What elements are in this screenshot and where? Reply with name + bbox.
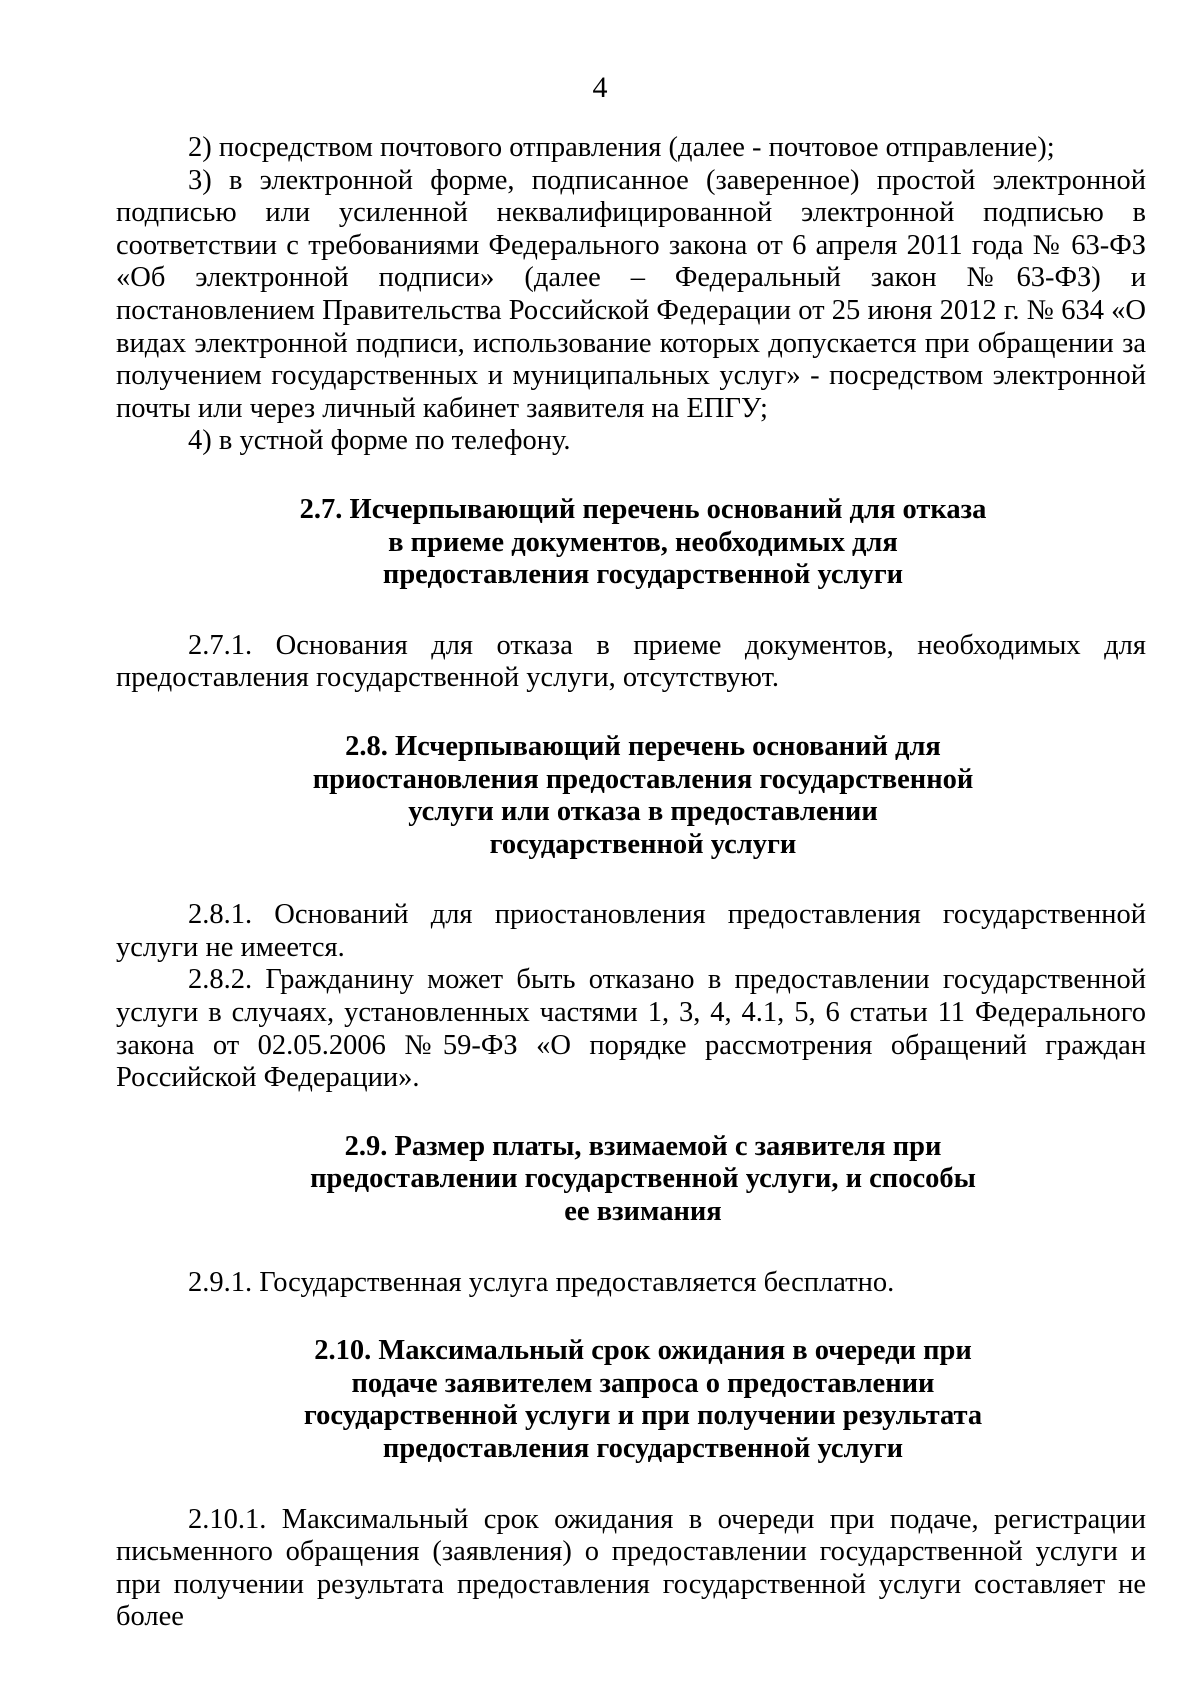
- heading-line: приостановления предоставления государственной: [312, 763, 974, 795]
- section-heading-2-8: [116, 731, 1146, 861]
- heading-line: государственной услуги и при получении результата: [303, 1400, 983, 1432]
- paragraph-2-8-1: 2.8.1. Оснований для приостановления предоставления государственной услуги не имеется.: [116, 899, 1146, 963]
- document-body: [116, 132, 1146, 1634]
- heading-line: подаче заявителем запроса о предоставлении: [351, 1367, 935, 1399]
- paragraph-2-7-1: 2.7.1. Основания для отказа в приеме документов, необходимых для предоставления государственной услуги, отсутствуют.: [116, 629, 1146, 694]
- section-heading-2-9: [116, 1131, 1146, 1229]
- page-number: 4: [592, 71, 608, 104]
- paragraph-2-9-1: 2.9.1. Государственная услуга предоставляется бесплатно.: [188, 1266, 895, 1298]
- heading-line: 2.7. Исчерпывающий перечень оснований для отказа: [299, 493, 987, 525]
- list-item-3: 3) в электронной форме, подписанное (заверенное) простой электронной подписью или усиленной неквалифицированной электронной подписью в соответствии с требованиями Федерального закона от 6 апреля 2011 года № 63-ФЗ «Об электронной подписи» (далее – Федеральный закон №63-ФЗ) и постановлением Правительства Российской Федерации от 25 июня 2012 г. № 634 «О видах электронной подписи, использование которых допускается при обращении за получением государственных и муниципальных услуг» - посредством электронной почты или через личный кабинет заявителя на ЕПГУ;: [116, 164, 1146, 424]
- heading-line: 2.9. Размер платы, взимаемой с заявителя при: [344, 1130, 942, 1162]
- heading-line: ее взимания: [564, 1196, 722, 1228]
- heading-line: предоставлении государственной услуги, и способы: [310, 1163, 976, 1195]
- heading-line: 2.8. Исчерпывающий перечень оснований для: [345, 730, 941, 762]
- heading-line: предоставления государственной услуги: [382, 1433, 904, 1464]
- paragraph-2-8-2: 2.8.2. Гражданину может быть отказано в предоставлении государственной услуги в случаях, установленных частями 1, 3, 4, 4.1, 5, 6 статьи 11 Федерального закона от 02.05.2006 №59-ФЗ «О порядке рассмотрения обращений граждан Российской Федерации».: [116, 964, 1146, 1094]
- paragraph-2-10-1: 2.10.1. Максимальный срок ожидания в очереди при подаче, регистрации письменного обращения (заявления) о предоставлении государственной услуги и при получении результата предоставления государственной услуги составляет не более: [116, 1503, 1146, 1633]
- heading-line: государственной услуги: [489, 828, 797, 860]
- list-item-4: 4) в устной форме по телефону.: [188, 425, 571, 457]
- section-heading-2-7: [116, 494, 1146, 592]
- heading-line: в приеме документов, необходимых для: [388, 526, 898, 558]
- section-heading-2-10: [116, 1335, 1146, 1465]
- list-item-2: 2) посредством почтового отправления (далее - почтовое отправление);: [188, 132, 1055, 163]
- heading-line: услуги или отказа в предоставлении: [408, 796, 878, 828]
- heading-line: предоставления государственной услуги: [382, 559, 904, 591]
- heading-line: 2.10. Максимальный срок ожидания в очереди при: [314, 1335, 972, 1367]
